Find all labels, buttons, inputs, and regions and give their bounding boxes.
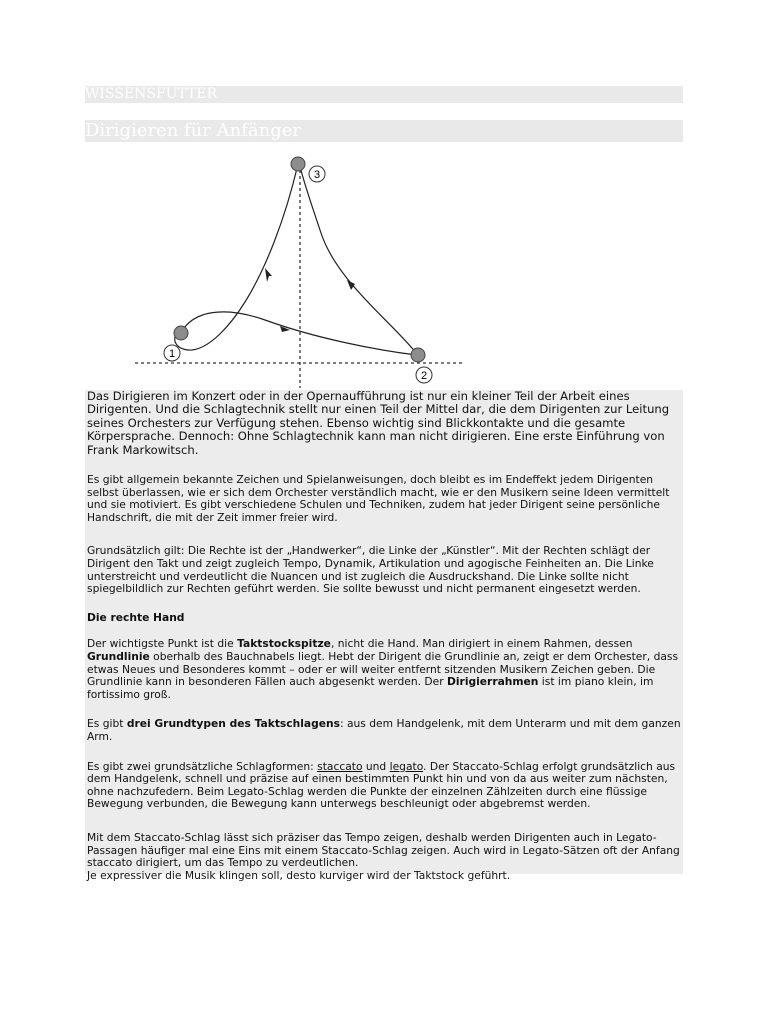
text-run: oberhalb des Bauchnabels liegt. Hebt der Dirigent die Grundlinie an, zeigt er dem Orchester, dass etwas Neues und Besonderes kommt – oder er will weiter entfernt sitzenden Musikern Zeichen geben. Die Grundlinie kann in besonderen Fällen auch abgesenkt werden. Der [87, 649, 679, 689]
text-run: und [362, 759, 390, 773]
beat-path-1-to-2 [181, 312, 417, 355]
section-kicker: WISSENSFUTTER [85, 86, 683, 103]
text-run: , nicht die Hand. Man dirigiert in einem Rahmen, dessen [330, 637, 633, 651]
text-run: . Der Staccato-Schlag erfolgt grundsätzlich aus dem Handgelenk, schnell und präzise auf einen bestimmten Punkt hin und von da aus weiter zum nächsten, ohne nachzufedern. Beim Legato-Schlag werden die Punkte der einzelnen Zählzeiten durch eine flüssige Bewegung verbunden, die Bewegung kann unterwegs beschleunigt oder abgebremst werden. [87, 759, 676, 811]
beat-label-2: 2 [420, 370, 428, 382]
staccato-link[interactable]: staccato [317, 759, 363, 773]
intro-paragraph: Das Dirigieren im Konzert oder in der Opernaufführung ist nur ein kleiner Teil der Arbeit eines Dirigenten. Und die Schlagtechnik stellt nur einen Teil der Mittel dar, die dem Dirigenten zur Leitung seines Orchesters zur Verfügung stehen. Ebenso wichtig sind Blickkontakte und die gesamte Körpersprache. Dennoch: Ohne Schlagtechnik kann man nicht dirigieren. Eine erste Einführung von Frank Markowitsch. [87, 389, 670, 457]
paragraph-expressive: Je expressiver die Musik klingen soll, desto kurviger wird der Taktstock geführt. [87, 868, 511, 882]
beat-path-2-to-3 [300, 166, 417, 354]
direction-arrow-down [265, 268, 272, 282]
paragraph-staccato-tempo: Mit dem Staccato-Schlag lässt sich präziser das Tempo zeigen, deshalb werden Dirigenten auch in Legato-Passagen häufiger mal eine Eins mit einem Staccato-Schlag zeigen. Auch wird in Legato-Sätzen oft der Anfang staccato dirigiert, um das Tempo zu verdeutlichen. [87, 830, 680, 870]
text-run: : aus dem Handgelenk, mit dem Unterarm und mit dem ganzen Arm. [87, 717, 681, 743]
paragraph-signs: Es gibt allgemein bekannte Zeichen und Spielanweisungen, doch bleibt es im Endeffekt jedem Dirigenten selbst überlassen, wie er sich dem Orchester verständlich macht, wie er den Musikern seine Ideen vermittelt und sie motiviert. Es gibt verschiedene Schulen und Techniken, zudem hat jeder Dirigent seine persönliche Handschrift, die mit der Zeit immer freier wird. [87, 473, 670, 524]
bold-term: Dirigierrahmen [447, 675, 539, 689]
bold-term: Taktstockspitze [237, 637, 331, 651]
bold-term: drei Grundtypen des Taktschlagens [126, 717, 340, 731]
page-title: Dirigieren für Anfänger [85, 120, 683, 142]
paragraph-basic-types [87, 718, 681, 743]
beat-path-3-to-1 [175, 164, 298, 350]
legato-link[interactable]: legato [389, 759, 424, 773]
paragraph-baton-tip [87, 638, 681, 701]
beat-point-2 [411, 348, 425, 362]
beat-point-1 [174, 326, 188, 340]
beat-label-1: 1 [168, 348, 176, 360]
section-heading-right-hand: Die rechte Hand [87, 610, 185, 624]
bold-term: Grundlinie [87, 649, 150, 663]
beat-point-3 [291, 157, 305, 171]
beat-pattern-diagram [125, 150, 470, 390]
text-run: Der wichtigste Punkt ist die [87, 637, 238, 651]
text-run: Es gibt [87, 717, 127, 731]
paragraph-beat-forms [87, 761, 681, 811]
text-run: Es gibt zwei grundsätzliche Schlagformen: [87, 759, 318, 773]
beat-label-3: 3 [313, 169, 321, 181]
text-run: ist im piano klein, im fortissimo groß. [87, 675, 654, 701]
article-body [85, 389, 683, 882]
paragraph-hands: Grundsätzlich gilt: Die Rechte ist der „Handwerker“, die Linke der „Künstler“. Mit der Rechten schlägt der Dirigent den Takt und zeigt zugleich Tempo, Dynamik, Artikulation und agogische Feinheiten an. Die Linke unterstreicht und verdeutlicht die Nuancen und ist zugleich die Ausdruckshand. Die Linke sollte nicht spiegelbildlich zur Rechten geführt werden. Sie sollte bewusst und nicht permanent eingesetzt werden. [87, 544, 654, 596]
direction-arrow-up [347, 280, 355, 290]
